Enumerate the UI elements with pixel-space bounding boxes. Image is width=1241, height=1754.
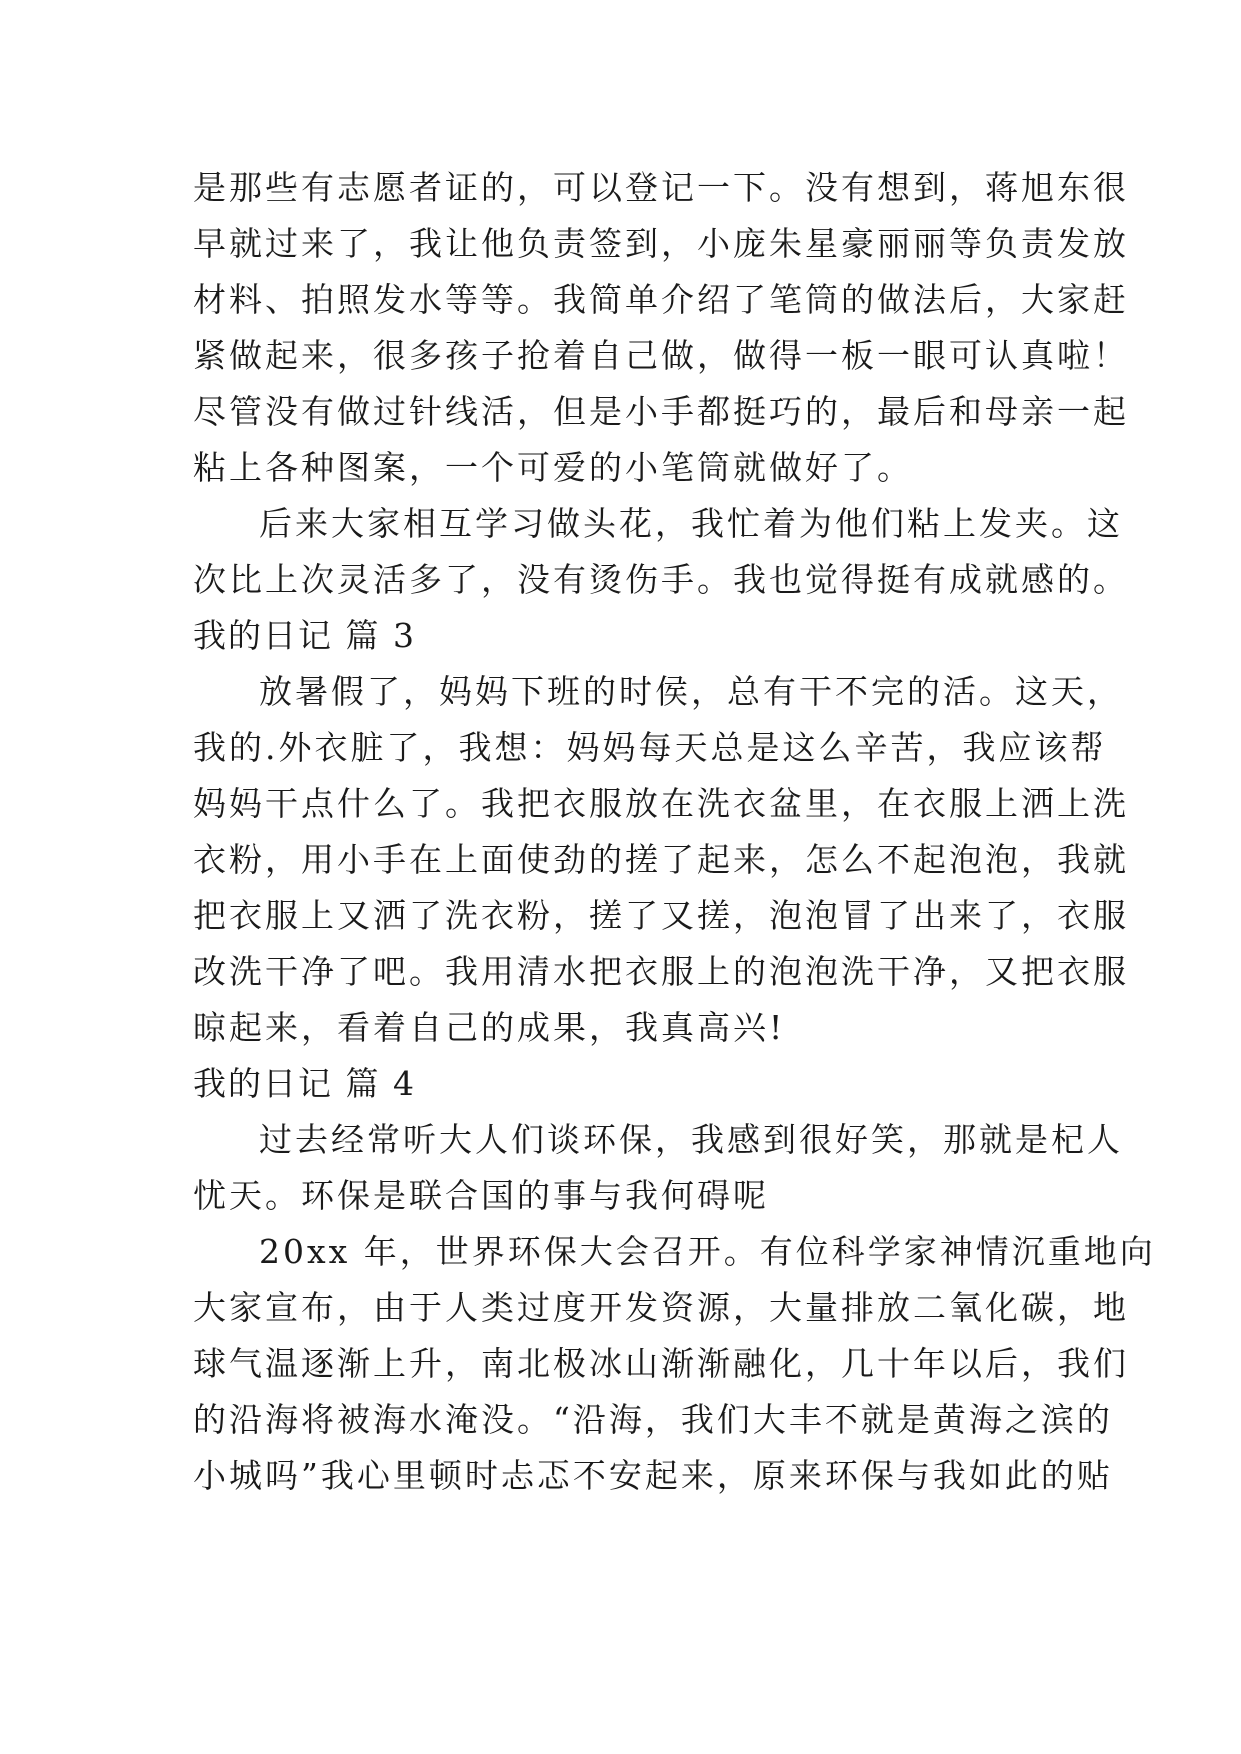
paragraph-line: 晾起来，看着自己的成果，我真高兴! xyxy=(193,1008,786,1047)
paragraph-line: 球气温逐渐上升，南北极冰山渐渐融化，几十年以后，我们 xyxy=(193,1344,1129,1383)
paragraph-line: 的沿海将被海水淹没。“沿海，我们大丰不就是黄海之滨的 xyxy=(193,1400,1113,1439)
paragraph-line: 尽管没有做过针线活，但是小手都挺巧的，最后和母亲一起 xyxy=(193,392,1129,431)
paragraph-line: 衣粉，用小手在上面使劲的搓了起来，怎么不起泡泡，我就 xyxy=(193,840,1129,879)
paragraph-line: 20xx 年，世界环保大会召开。有位科学家神情沉重地向 xyxy=(259,1232,1156,1271)
paragraph-line: 改洗干净了吧。我用清水把衣服上的泡泡洗干净，又把衣服 xyxy=(193,952,1129,991)
paragraph-line: 过去经常听大人们谈环保，我感到很好笑，那就是杞人 xyxy=(259,1120,1123,1159)
section-heading: 我的日记 篇 3 xyxy=(193,616,416,655)
paragraph-line: 粘上各种图案，一个可爱的小笔筒就做好了。 xyxy=(193,448,913,487)
paragraph-line: 我的.外衣脏了，我想：妈妈每天总是这么辛苦，我应该帮 xyxy=(193,728,1107,767)
paragraph-line: 次比上次灵活多了，没有烫伤手。我也觉得挺有成就感的。 xyxy=(193,560,1129,599)
paragraph-line: 后来大家相互学习做头花，我忙着为他们粘上发夹。这 xyxy=(259,504,1123,543)
paragraph-line: 大家宣布，由于人类过度开发资源，大量排放二氧化碳，地 xyxy=(193,1288,1129,1327)
document-body xyxy=(193,160,1156,1504)
paragraph-line: 早就过来了，我让他负责签到，小庞朱星豪丽丽等负责发放 xyxy=(193,224,1129,263)
paragraph-line: 妈妈干点什么了。我把衣服放在洗衣盆里，在衣服上洒上洗 xyxy=(193,784,1129,823)
paragraph-line: 小城吗”我心里顿时忐忑不安起来，原来环保与我如此的贴 xyxy=(193,1456,1113,1495)
paragraph-line: 忧天。环保是联合国的事与我何碍呢 xyxy=(193,1176,769,1215)
paragraph-line: 把衣服上又洒了洗衣粉，搓了又搓，泡泡冒了出来了，衣服 xyxy=(193,896,1129,935)
section-heading: 我的日记 篇 4 xyxy=(193,1064,416,1103)
paragraph-line: 紧做起来，很多孩子抢着自己做，做得一板一眼可认真啦！ xyxy=(193,336,1129,375)
paragraph-line: 是那些有志愿者证的，可以登记一下。没有想到，蒋旭东很 xyxy=(193,168,1129,207)
paragraph-line: 放暑假了，妈妈下班的时侯，总有干不完的活。这天， xyxy=(259,672,1123,711)
paragraph-line: 材料、拍照发水等等。我简单介绍了笔筒的做法后，大家赶 xyxy=(193,280,1129,319)
